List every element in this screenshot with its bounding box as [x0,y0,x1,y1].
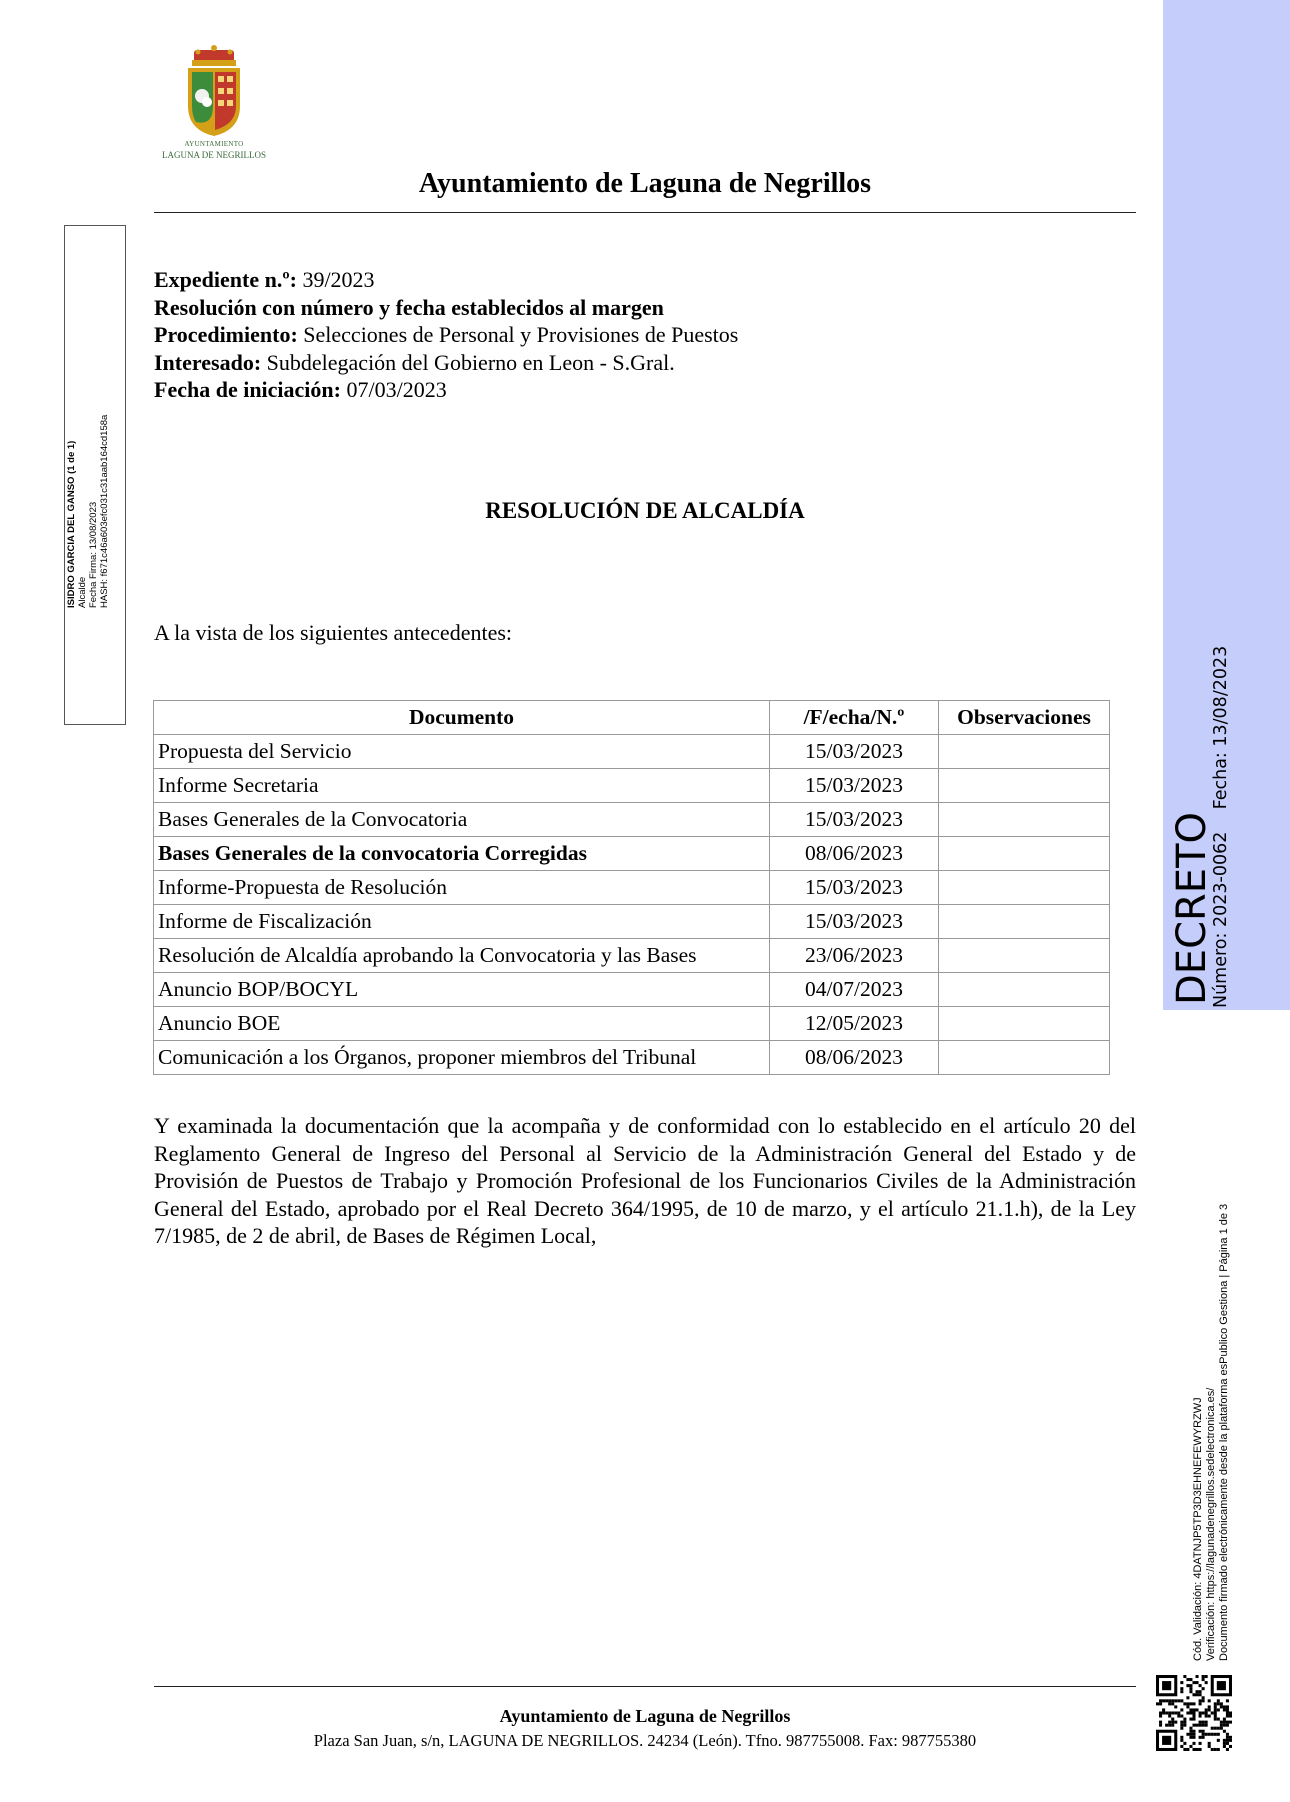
cell-observaciones [939,769,1110,803]
footer-title: Ayuntamiento de Laguna de Negrillos [499,1706,791,1726]
cell-documento: Bases Generales de la Convocatoria [154,803,770,837]
fecha-iniciacion-label: Fecha de iniciación: [154,377,341,402]
decree-label: DECRETO [1169,812,1215,1005]
footer-address: Plaza San Juan, s/n, LAGUNA DE NEGRILLOS. 24234 (León). Tfno. 987755008. Fax: 987755380 [313,1731,977,1750]
cell-documento: Informe-Propuesta de Resolución [154,871,770,905]
table-row [154,1041,1110,1075]
table-header-row [154,701,1110,735]
page-header-title: Ayuntamiento de Laguna de Negrillos [418,168,872,199]
table-row [154,735,1110,769]
cell-fecha: 12/05/2023 [770,1007,939,1041]
documents-table [153,700,1110,1075]
table-row [154,905,1110,939]
intro-text: A la vista de los siguientes antecedentes: [154,620,513,645]
decree-number-date: Número: 2023-0062 Fecha: 13/08/2023 [1211,645,1231,1008]
cell-observaciones [939,1041,1110,1075]
cell-documento: Informe Secretaria [154,769,770,803]
validation-code: Cód. Validación: 4DATNJP5TP3D3EHNEFEWYRZWJ [1192,1397,1204,1661]
table-row [154,939,1110,973]
procedimiento-value: Selecciones de Personal y Provisiones de Puestos [303,322,739,347]
expediente-line [154,266,738,294]
logo-caption-bottom: LAGUNA DE NEGRILLOS [162,150,266,160]
signer-name: ISIDRO GARCIA DEL GANSO (1 de 1) [66,440,77,608]
header-observaciones: Observaciones [939,701,1110,735]
cell-documento: Comunicación a los Órganos, proponer miembros del Tribunal [154,1041,770,1075]
header-fecha: /F/echa/N.º [770,701,939,735]
signature-date: Fecha Firma: 13/08/2023 [88,501,99,608]
signature-hash: HASH: f671c46a603efc031c31aab164cd158a [99,414,110,608]
resolution-title: RESOLUCIÓN DE ALCALDÍA [485,498,805,523]
header-documento: Documento [154,701,770,735]
cell-documento: Resolución de Alcaldía aprobando la Convocatoria y las Bases [154,939,770,973]
coat-of-arms-icon [150,44,278,140]
cell-observaciones [939,871,1110,905]
cell-fecha: 23/06/2023 [770,939,939,973]
cell-observaciones [939,973,1110,1007]
municipal-coat-of-arms-logo [150,44,278,164]
case-metadata [154,266,738,404]
logo-caption-top: AYUNTAMIENTO [184,140,244,148]
cell-fecha: 15/03/2023 [770,905,939,939]
procedimiento-label: Procedimiento: [154,322,298,347]
cell-documento: Anuncio BOE [154,1007,770,1041]
table-row [154,837,1110,871]
cell-observaciones [939,939,1110,973]
expediente-label: Expediente n.º: [154,267,297,292]
header-divider [154,212,1136,213]
cell-fecha: 04/07/2023 [770,973,939,1007]
fecha-iniciacion-line [154,376,738,404]
cell-fecha: 08/06/2023 [770,1041,939,1075]
cell-observaciones [939,803,1110,837]
table-row [154,1007,1110,1041]
resolucion-text: Resolución con número y fecha establecidos al margen [154,294,664,320]
fecha-iniciacion-value: 07/03/2023 [346,377,447,402]
signer-role: Alcalde [77,576,88,608]
interesado-label: Interesado: [154,349,262,375]
table-row [154,871,1110,905]
cell-fecha: 08/06/2023 [770,837,939,871]
cell-fecha: 15/03/2023 [770,735,939,769]
cell-observaciones [939,1007,1110,1041]
cell-documento: Informe de Fiscalización [154,905,770,939]
body-paragraph: Y examinada la documentación que la acompaña y de conformidad con lo establecido en el artículo 20 del Reglamento General de Ingreso del Personal al Servicio de la Administración General del Estado y de Provisión de Puestos de Trabajo y Promoción Profesional de los Funcionarios Civiles de la Administración General del Estado, aprobado por el Real Decreto 364/1995, de 10 de marzo, y el artículo 21.1.h), de la Ley 7/1985, de 2 de abril, de Bases de Régimen Local, [154,1113,1136,1248]
table-row [154,803,1110,837]
interesado-line [154,349,738,377]
cell-fecha: 15/03/2023 [770,871,939,905]
procedimiento-line [154,321,738,349]
cell-observaciones [939,837,1110,871]
verification-text [1192,1204,1231,1661]
interesado-value: Subdelegación del Gobierno en Leon - S.Gral. [266,349,675,375]
cell-fecha: 15/03/2023 [770,769,939,803]
expediente-value: 39/2023 [302,267,375,292]
signature-platform-note: Documento firmado electrónicamente desde la plataforma esPublico Gestiona | Página 1 de 3 [1218,1203,1230,1661]
cell-observaciones [939,735,1110,769]
table-row [154,769,1110,803]
verification-url: Verificación: https://lagunadenegrillos.sedelectronica.es/ [1205,1387,1217,1661]
resolucion-line [154,294,738,322]
table-row [154,973,1110,1007]
cell-documento: Propuesta del Servicio [154,735,770,769]
footer-divider [154,1686,1136,1687]
cell-observaciones [939,905,1110,939]
cell-documento: Bases Generales de la convocatoria Corregidas [154,837,770,871]
cell-documento: Anuncio BOP/BOCYL [154,973,770,1007]
signature-text [66,368,110,608]
cell-fecha: 15/03/2023 [770,803,939,837]
qr-code-icon[interactable] [1156,1675,1232,1751]
